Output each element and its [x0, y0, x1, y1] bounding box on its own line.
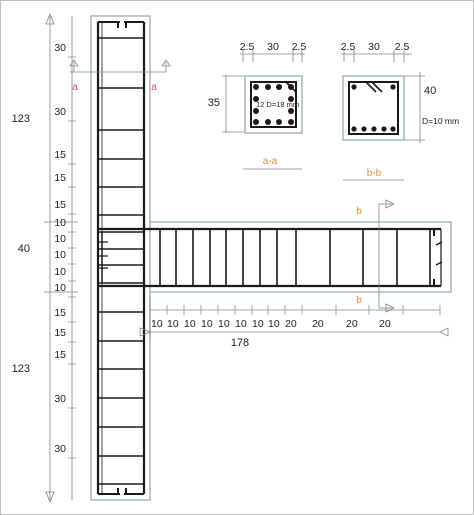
section-aa-bar	[288, 119, 294, 125]
section-aa-dim-cover-right: 2.5	[291, 41, 307, 53]
section-aa-title: a-a	[262, 156, 278, 167]
column-spacing-label: 10	[54, 266, 66, 278]
beam-dim-arrow-right	[440, 328, 448, 336]
cut-aa-label-right: a	[151, 82, 157, 93]
column-spacing-label: 15	[54, 307, 66, 319]
column-spacing-label: 10	[54, 249, 66, 261]
section-bb-bar	[361, 126, 366, 131]
section-aa-height-label: 35	[207, 97, 220, 109]
beam	[98, 222, 451, 292]
beam-spacing-label: 20	[312, 318, 324, 330]
section-aa-dim-core: 30	[267, 41, 279, 53]
beam-spacing-label: 10	[201, 318, 213, 330]
beam-spacing-label: 20	[379, 318, 391, 330]
section-bb-bars	[351, 84, 395, 131]
cut-bb-markers	[356, 200, 394, 312]
section-bb-bar	[381, 126, 386, 131]
column	[91, 16, 150, 500]
beam-spacing-label: 10	[268, 318, 280, 330]
column-spacing-label: 15	[54, 327, 66, 339]
beam-spacing-label: 10	[151, 318, 163, 330]
column-top-hook	[98, 22, 144, 28]
section-bb-hooks	[366, 82, 382, 92]
beam-dimensions	[140, 295, 448, 349]
column-spacing-label: 15	[54, 172, 66, 184]
beam-outline	[150, 222, 451, 292]
column-spacing-label: 15	[54, 199, 66, 211]
beam-spacing-label: 10	[218, 318, 230, 330]
beam-spacing-label: 10	[235, 318, 247, 330]
cut-bb-label-top: b	[356, 206, 362, 217]
section-bb-bar	[351, 84, 356, 89]
section-bb-title: b-b	[366, 168, 382, 179]
section-aa-dim-cover-left: 2.5	[239, 41, 255, 53]
column-total-label-top: 123	[11, 113, 30, 125]
column-spacing-label: 30	[54, 42, 66, 54]
section-aa-bar	[265, 119, 271, 125]
cut-aa-label-left: a	[72, 82, 78, 93]
beam-anchorage	[98, 232, 102, 282]
column-bottom-hook	[98, 488, 144, 494]
section-aa-bar	[288, 84, 294, 90]
section-aa-bar	[253, 119, 259, 125]
column-total-label-bottom: 123	[11, 363, 30, 375]
beam-spacing-label: 10	[167, 318, 179, 330]
cut-bb-label-bottom: b	[356, 295, 362, 306]
column-spacing-label: 10	[54, 217, 66, 229]
beam-stirrups	[160, 229, 430, 286]
column-dimensions	[12, 14, 78, 502]
section-bb-bar	[390, 126, 395, 131]
beam-anchorage-ties	[98, 242, 108, 268]
column-spacing-label: 10	[54, 233, 66, 245]
section-bb-height-label: 40	[424, 85, 437, 97]
section-aa-bar	[253, 84, 259, 90]
beam-length-label: 178	[230, 337, 250, 349]
beam-spacing-label: 20	[285, 318, 297, 330]
section-bb-dim-core: 30	[368, 41, 380, 53]
section-bb-dim-cover-right: 2.5	[394, 41, 410, 53]
beam-end-hooks	[434, 229, 441, 286]
section-bb-bar	[351, 126, 356, 131]
column-total-label-middle: 40	[17, 243, 30, 255]
section-aa-bar-note: 12 D=18 mm	[256, 100, 300, 109]
beam-spacing-label: 20	[346, 318, 358, 330]
column-spacing-label: 10	[54, 282, 66, 294]
section-bb-bar	[371, 126, 376, 131]
section-bb	[341, 41, 459, 180]
column-spacing-label: 15	[54, 349, 66, 361]
section-aa-bar	[276, 119, 282, 125]
column-spacing-label: 30	[54, 443, 66, 455]
column-spacing-label: 30	[54, 106, 66, 118]
section-aa	[208, 41, 307, 169]
section-aa-bar	[276, 84, 282, 90]
beam-spacing-label: 10	[184, 318, 196, 330]
column-stirrups	[98, 38, 144, 484]
section-aa-bar	[265, 84, 271, 90]
column-spacing-label: 30	[54, 393, 66, 405]
beam-spacing-label: 10	[252, 318, 264, 330]
section-bb-bar	[390, 84, 395, 89]
section-bb-dim-cover-left: 2.5	[340, 41, 356, 53]
column-spacing-label: 15	[54, 149, 66, 161]
section-bb-bar-note: D=10 mm	[422, 116, 460, 126]
